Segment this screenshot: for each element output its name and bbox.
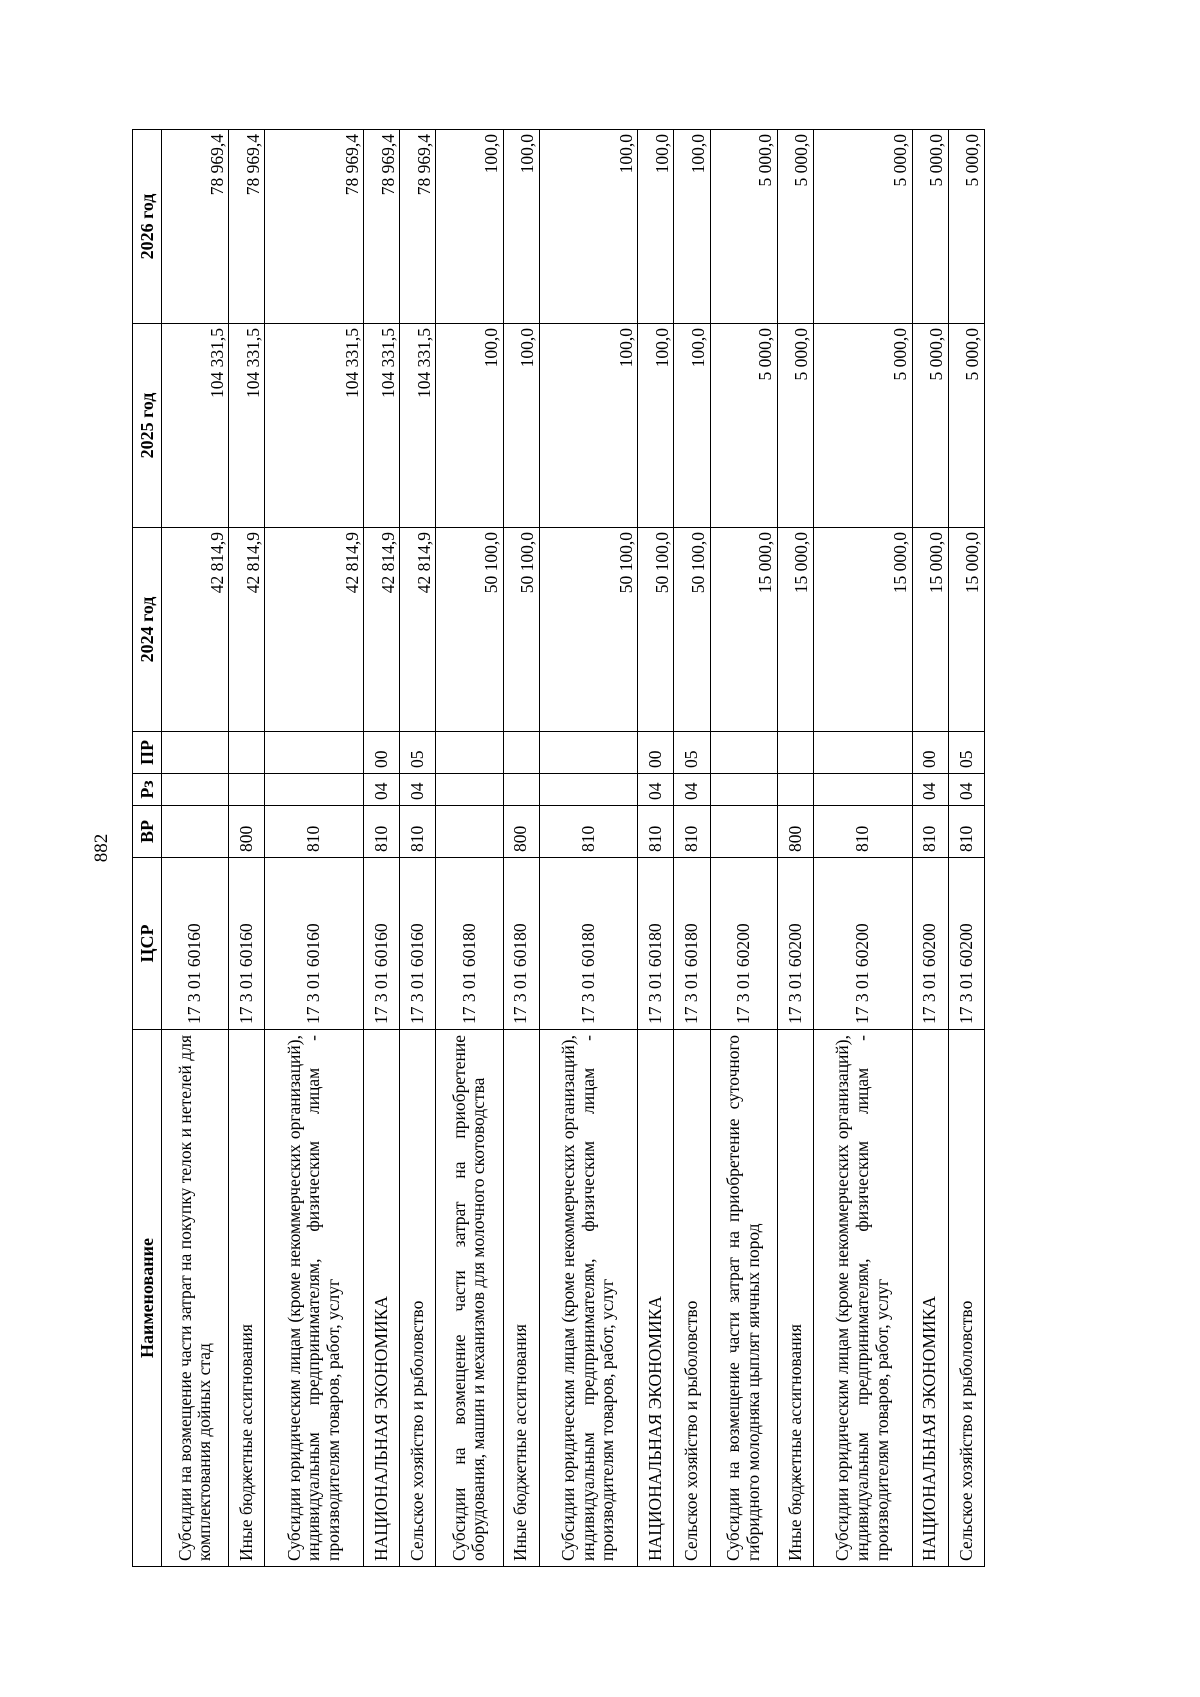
cell-2026: 78 969,4 [400, 130, 436, 324]
cell-2026: 5 000,0 [948, 130, 984, 324]
cell-2025: 5 000,0 [710, 324, 777, 528]
cell-2024: 50 100,0 [674, 528, 710, 732]
cell-rz: 04 [912, 774, 948, 806]
cell-vr: 810 [674, 806, 710, 858]
cell-name: Субсидии на возмещение части затрат на покупку телок и нетелей для комплектования дойных стад [162, 1030, 229, 1567]
cell-rz: 04 [400, 774, 436, 806]
cell-2024: 50 100,0 [638, 528, 674, 732]
header-2024: 2024 год [133, 528, 162, 732]
cell-pr: 05 [948, 732, 984, 774]
cell-pr: 05 [400, 732, 436, 774]
cell-vr: 810 [912, 806, 948, 858]
cell-2025: 100,0 [638, 324, 674, 528]
cell-2026: 100,0 [503, 130, 539, 324]
table-row [436, 130, 503, 1567]
cell-2024: 42 814,9 [400, 528, 436, 732]
cell-rz [539, 774, 638, 806]
table-row [674, 130, 710, 1567]
cell-pr [710, 732, 777, 774]
cell-csr: 17 3 01 60160 [162, 858, 229, 1030]
table-row [948, 130, 984, 1567]
table-row [265, 130, 364, 1567]
cell-name: Сельское хозяйство и рыболовство [400, 1030, 436, 1567]
cell-2025: 104 331,5 [162, 324, 229, 528]
cell-2025: 100,0 [436, 324, 503, 528]
table-row [162, 130, 229, 1567]
cell-2024: 15 000,0 [948, 528, 984, 732]
cell-csr: 17 3 01 60200 [948, 858, 984, 1030]
cell-pr: 00 [638, 732, 674, 774]
cell-rz [229, 774, 265, 806]
cell-2024: 15 000,0 [814, 528, 913, 732]
cell-pr [777, 732, 813, 774]
page-number: 882 [91, 833, 112, 863]
table-row [638, 130, 674, 1567]
cell-name: Иные бюджетные ассигнования [503, 1030, 539, 1567]
cell-csr: 17 3 01 60180 [638, 858, 674, 1030]
cell-2025: 100,0 [539, 324, 638, 528]
cell-name: Сельское хозяйство и рыболовство [674, 1030, 710, 1567]
cell-name: Субсидии юридическим лицам (кроме некоммерческих организаций), индивидуальным предпринимателям, физическим лицам - производителям товаров, работ, услуг [814, 1030, 913, 1567]
cell-2024: 50 100,0 [436, 528, 503, 732]
cell-rz: 04 [638, 774, 674, 806]
cell-pr [539, 732, 638, 774]
cell-2026: 5 000,0 [912, 130, 948, 324]
cell-vr [436, 806, 503, 858]
cell-name: Иные бюджетные ассигнования [777, 1030, 813, 1567]
cell-rz: 04 [948, 774, 984, 806]
cell-2024: 42 814,9 [265, 528, 364, 732]
cell-2025: 5 000,0 [948, 324, 984, 528]
cell-name: НАЦИОНАЛЬНАЯ ЭКОНОМИКА [364, 1030, 400, 1567]
header-pr: ПР [133, 732, 162, 774]
header-rz: Рз [133, 774, 162, 806]
header-2026: 2026 год [133, 130, 162, 324]
cell-csr: 17 3 01 60180 [674, 858, 710, 1030]
cell-2024: 15 000,0 [912, 528, 948, 732]
table-row [229, 130, 265, 1567]
cell-2026: 78 969,4 [364, 130, 400, 324]
table-row [710, 130, 777, 1567]
budget-table-container [132, 130, 985, 1567]
cell-csr: 17 3 01 60160 [229, 858, 265, 1030]
header-csr: ЦСР [133, 858, 162, 1030]
cell-2026: 5 000,0 [814, 130, 913, 324]
cell-2025: 104 331,5 [364, 324, 400, 528]
cell-rz [503, 774, 539, 806]
cell-2024: 50 100,0 [503, 528, 539, 732]
cell-name: Субсидии юридическим лицам (кроме некоммерческих организаций), индивидуальным предпринимателям, физическим лицам - производителям товаров, работ, услуг [539, 1030, 638, 1567]
cell-vr: 800 [229, 806, 265, 858]
cell-rz [265, 774, 364, 806]
cell-pr: 00 [364, 732, 400, 774]
cell-2024: 50 100,0 [539, 528, 638, 732]
cell-pr [503, 732, 539, 774]
cell-vr: 810 [364, 806, 400, 858]
cell-2026: 5 000,0 [710, 130, 777, 324]
cell-2025: 104 331,5 [400, 324, 436, 528]
cell-name: Иные бюджетные ассигнования [229, 1030, 265, 1567]
cell-vr: 800 [503, 806, 539, 858]
header-name: Наименование [133, 1030, 162, 1567]
cell-2024: 15 000,0 [710, 528, 777, 732]
budget-table [132, 129, 985, 1567]
cell-2025: 5 000,0 [777, 324, 813, 528]
cell-2026: 100,0 [674, 130, 710, 324]
table-row [539, 130, 638, 1567]
cell-name: НАЦИОНАЛЬНАЯ ЭКОНОМИКА [638, 1030, 674, 1567]
cell-csr: 17 3 01 60200 [814, 858, 913, 1030]
cell-2025: 5 000,0 [814, 324, 913, 528]
cell-2026: 100,0 [638, 130, 674, 324]
cell-pr: 00 [912, 732, 948, 774]
cell-csr: 17 3 01 60200 [710, 858, 777, 1030]
cell-vr [710, 806, 777, 858]
cell-csr: 17 3 01 60180 [503, 858, 539, 1030]
cell-csr: 17 3 01 60160 [364, 858, 400, 1030]
cell-rz [814, 774, 913, 806]
cell-csr: 17 3 01 60200 [912, 858, 948, 1030]
table-row [364, 130, 400, 1567]
cell-2025: 5 000,0 [912, 324, 948, 528]
cell-2024: 42 814,9 [162, 528, 229, 732]
cell-csr: 17 3 01 60200 [777, 858, 813, 1030]
cell-2026: 78 969,4 [265, 130, 364, 324]
cell-2025: 104 331,5 [265, 324, 364, 528]
cell-2026: 100,0 [539, 130, 638, 324]
table-row [814, 130, 913, 1567]
table-row [503, 130, 539, 1567]
cell-csr: 17 3 01 60180 [539, 858, 638, 1030]
cell-vr: 810 [948, 806, 984, 858]
cell-2025: 104 331,5 [229, 324, 265, 528]
cell-2026: 78 969,4 [162, 130, 229, 324]
cell-vr: 810 [265, 806, 364, 858]
cell-vr [162, 806, 229, 858]
cell-name: Субсидии на возмещение части затрат на приобретение суточного гибридного молодняка цыплят яичных пород [710, 1030, 777, 1567]
cell-name: Субсидии юридическим лицам (кроме некоммерческих организаций), индивидуальным предпринимателям, физическим лицам - производителям товаров, работ, услуг [265, 1030, 364, 1567]
cell-name: Сельское хозяйство и рыболовство [948, 1030, 984, 1567]
table-row [400, 130, 436, 1567]
cell-pr [814, 732, 913, 774]
cell-csr: 17 3 01 60160 [265, 858, 364, 1030]
cell-vr: 810 [400, 806, 436, 858]
cell-pr [229, 732, 265, 774]
table-row [777, 130, 813, 1567]
cell-rz: 04 [364, 774, 400, 806]
cell-2025: 100,0 [674, 324, 710, 528]
cell-2025: 100,0 [503, 324, 539, 528]
cell-rz [436, 774, 503, 806]
cell-2026: 100,0 [436, 130, 503, 324]
cell-csr: 17 3 01 60160 [400, 858, 436, 1030]
cell-2024: 42 814,9 [364, 528, 400, 732]
cell-name: Субсидии на возмещение части затрат на приобретение оборудования, машин и механизмов для молочного скотоводства [436, 1030, 503, 1567]
cell-vr: 810 [814, 806, 913, 858]
cell-csr: 17 3 01 60180 [436, 858, 503, 1030]
header-2025: 2025 год [133, 324, 162, 528]
cell-pr [265, 732, 364, 774]
cell-vr: 810 [638, 806, 674, 858]
cell-pr [162, 732, 229, 774]
cell-rz [162, 774, 229, 806]
cell-pr: 05 [674, 732, 710, 774]
cell-2024: 15 000,0 [777, 528, 813, 732]
cell-rz [710, 774, 777, 806]
table-row [912, 130, 948, 1567]
cell-2026: 5 000,0 [777, 130, 813, 324]
cell-vr: 800 [777, 806, 813, 858]
cell-vr: 810 [539, 806, 638, 858]
table-body [162, 130, 985, 1567]
table-header-row [133, 130, 162, 1567]
cell-rz [777, 774, 813, 806]
cell-name: НАЦИОНАЛЬНАЯ ЭКОНОМИКА [912, 1030, 948, 1567]
header-vr: ВР [133, 806, 162, 858]
cell-2026: 78 969,4 [229, 130, 265, 324]
cell-2024: 42 814,9 [229, 528, 265, 732]
cell-rz: 04 [674, 774, 710, 806]
cell-pr [436, 732, 503, 774]
